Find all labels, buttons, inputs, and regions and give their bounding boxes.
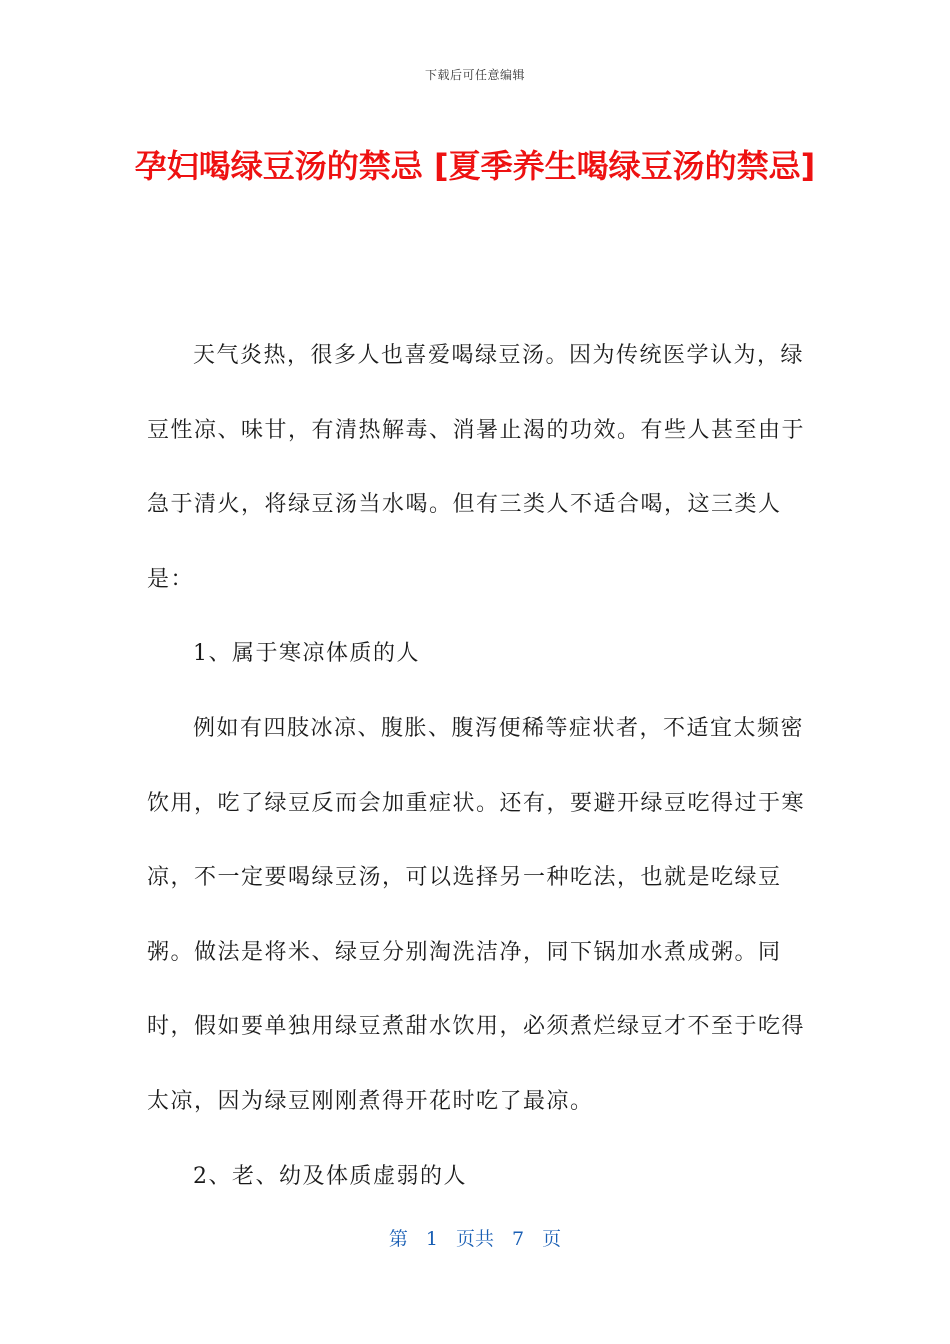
document-body xyxy=(147,319,809,1214)
footer-suffix: 页 xyxy=(542,1228,562,1250)
paragraph-heading-2: 2、老、幼及体质虚弱的人 xyxy=(193,1163,467,1189)
paragraph-detail-1: 例如有四肢冰凉、腹胀、腹泻便稀等症状者，不适宜太频密饮用，吃了绿豆反而会加重症状。还有，要避开绿豆吃得过于寒凉，不一定要喝绿豆汤，可以选择另一种吃法，也就是吃绿豆粥。做法是将米、绿豆分别淘洗洁净，同下锅加水煮成粥。同时，假如要单独用绿豆煮甜水饮用，必须煮烂绿豆才不至于吃得太凉，因为绿豆刚刚煮得开花时吃了最凉。 xyxy=(147,715,806,1114)
footer-current-page: 1 xyxy=(425,1228,438,1250)
footer-total-pages: 7 xyxy=(512,1228,525,1250)
footer-middle: 页共 xyxy=(455,1228,494,1250)
header-note: 下载后可任意编辑 xyxy=(424,68,525,82)
page-footer xyxy=(0,1224,950,1251)
document-title: 孕妇喝绿豆汤的禁忌 [夏季养生喝绿豆汤的禁忌] xyxy=(134,147,816,185)
paragraph-intro: 天气炎热，很多人也喜爱喝绿豆汤。因为传统医学认为，绿豆性凉、味甘，有清热解毒、消暑止渴的功效。有些人甚至由于急于清火，将绿豆汤当水喝。但有三类人不适合喝，这三类人是： xyxy=(147,343,806,592)
paragraph-heading-1: 1、属于寒凉体质的人 xyxy=(193,641,420,667)
footer-prefix: 第 xyxy=(388,1228,408,1250)
